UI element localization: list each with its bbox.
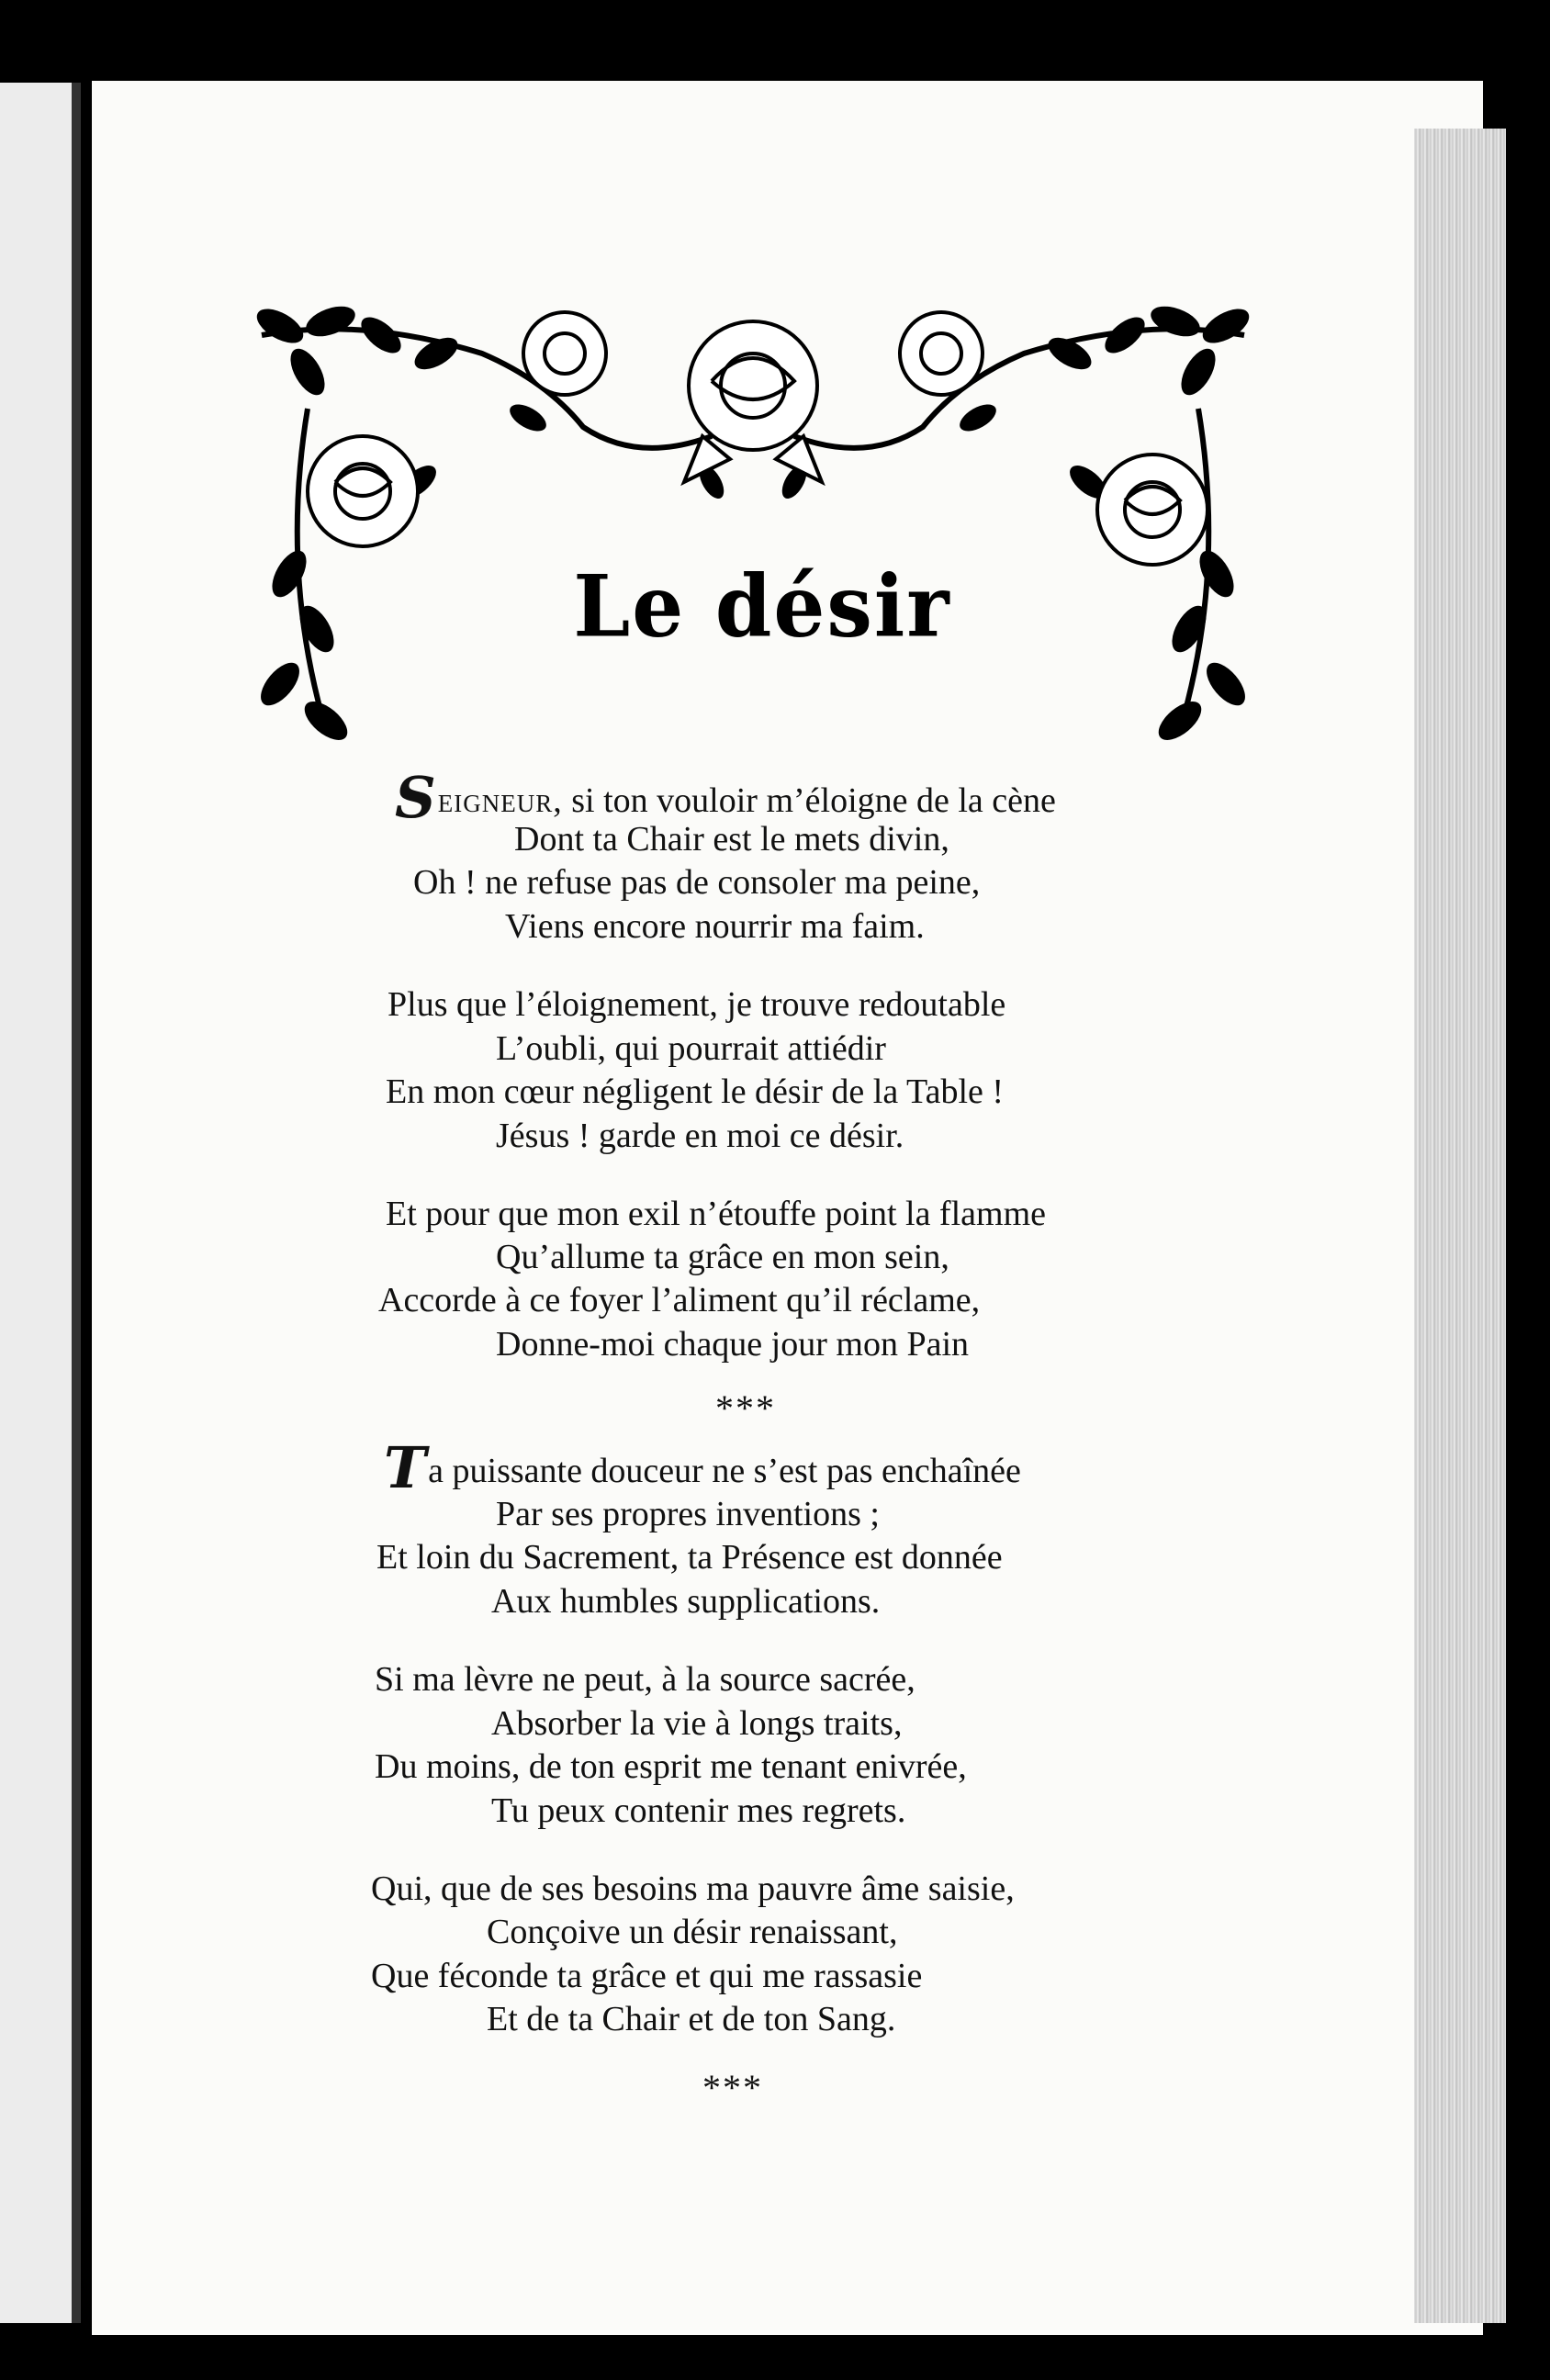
poem-line: Jésus ! garde en moi ce désir. — [496, 1117, 904, 1155]
separator-asterism: *** — [702, 2067, 763, 2108]
poem-line: Aux humbles supplications. — [491, 1582, 881, 1621]
poem-line: Qu’allume ta grâce en mon sein, — [496, 1238, 949, 1276]
poem-line: Si ma lèvre ne peut, à la source sacrée, — [375, 1660, 915, 1699]
poem-line: Que féconde ta grâce et qui me rassasie — [371, 1957, 923, 1995]
poem-line: Accorde à ce foyer l’aliment qu’il réclame, — [378, 1281, 981, 1319]
poem-line: Et de ta Chair et de ton Sang. — [487, 2000, 896, 2038]
poem-line: Du moins, de ton esprit me tenant enivrée, — [375, 1747, 967, 1786]
poem-line: Absorber la vie à longs traits, — [491, 1704, 903, 1743]
drop-cap: S — [395, 764, 436, 831]
drop-cap: T — [384, 1434, 427, 1501]
separator-asterism: *** — [715, 1387, 776, 1429]
poem-line: Conçoive un désir renaissant, — [487, 1913, 898, 1951]
poem-line: Par ses propres inventions ; — [496, 1495, 880, 1533]
line-text: a puissante douceur ne s’est pas enchaînée — [428, 1452, 1021, 1490]
poem-line — [384, 1434, 1021, 1501]
poem-line: En mon cœur négligent le désir de la Table ! — [386, 1072, 1005, 1111]
small-caps-word: eigneur, — [437, 781, 563, 820]
poem-line: Viens encore nourrir ma faim. — [505, 907, 925, 946]
poem-title: Le désir — [573, 556, 951, 657]
poem-line: Oh ! ne refuse pas de consoler ma peine, — [413, 863, 981, 902]
poem-line: Dont ta Chair est le mets divin, — [514, 820, 949, 859]
poem-line: Et pour que mon exil n’étouffe point la flamme — [386, 1195, 1046, 1233]
poem-line: Donne-moi chaque jour mon Pain — [496, 1325, 970, 1364]
poem-line: Qui, que de ses besoins ma pauvre âme saisie, — [371, 1869, 1015, 1908]
line-text: si ton vouloir m’éloigne de la cène — [562, 781, 1056, 820]
poem-line: L’oubli, qui pourrait attiédir — [496, 1029, 886, 1068]
poem-line: Plus que l’éloignement, je trouve redoutable — [388, 985, 1006, 1024]
poem-line: Tu peux contenir mes regrets. — [491, 1791, 906, 1830]
poem-line — [395, 764, 1056, 831]
poem-line: Et loin du Sacrement, ta Présence est donnée — [376, 1538, 1003, 1577]
